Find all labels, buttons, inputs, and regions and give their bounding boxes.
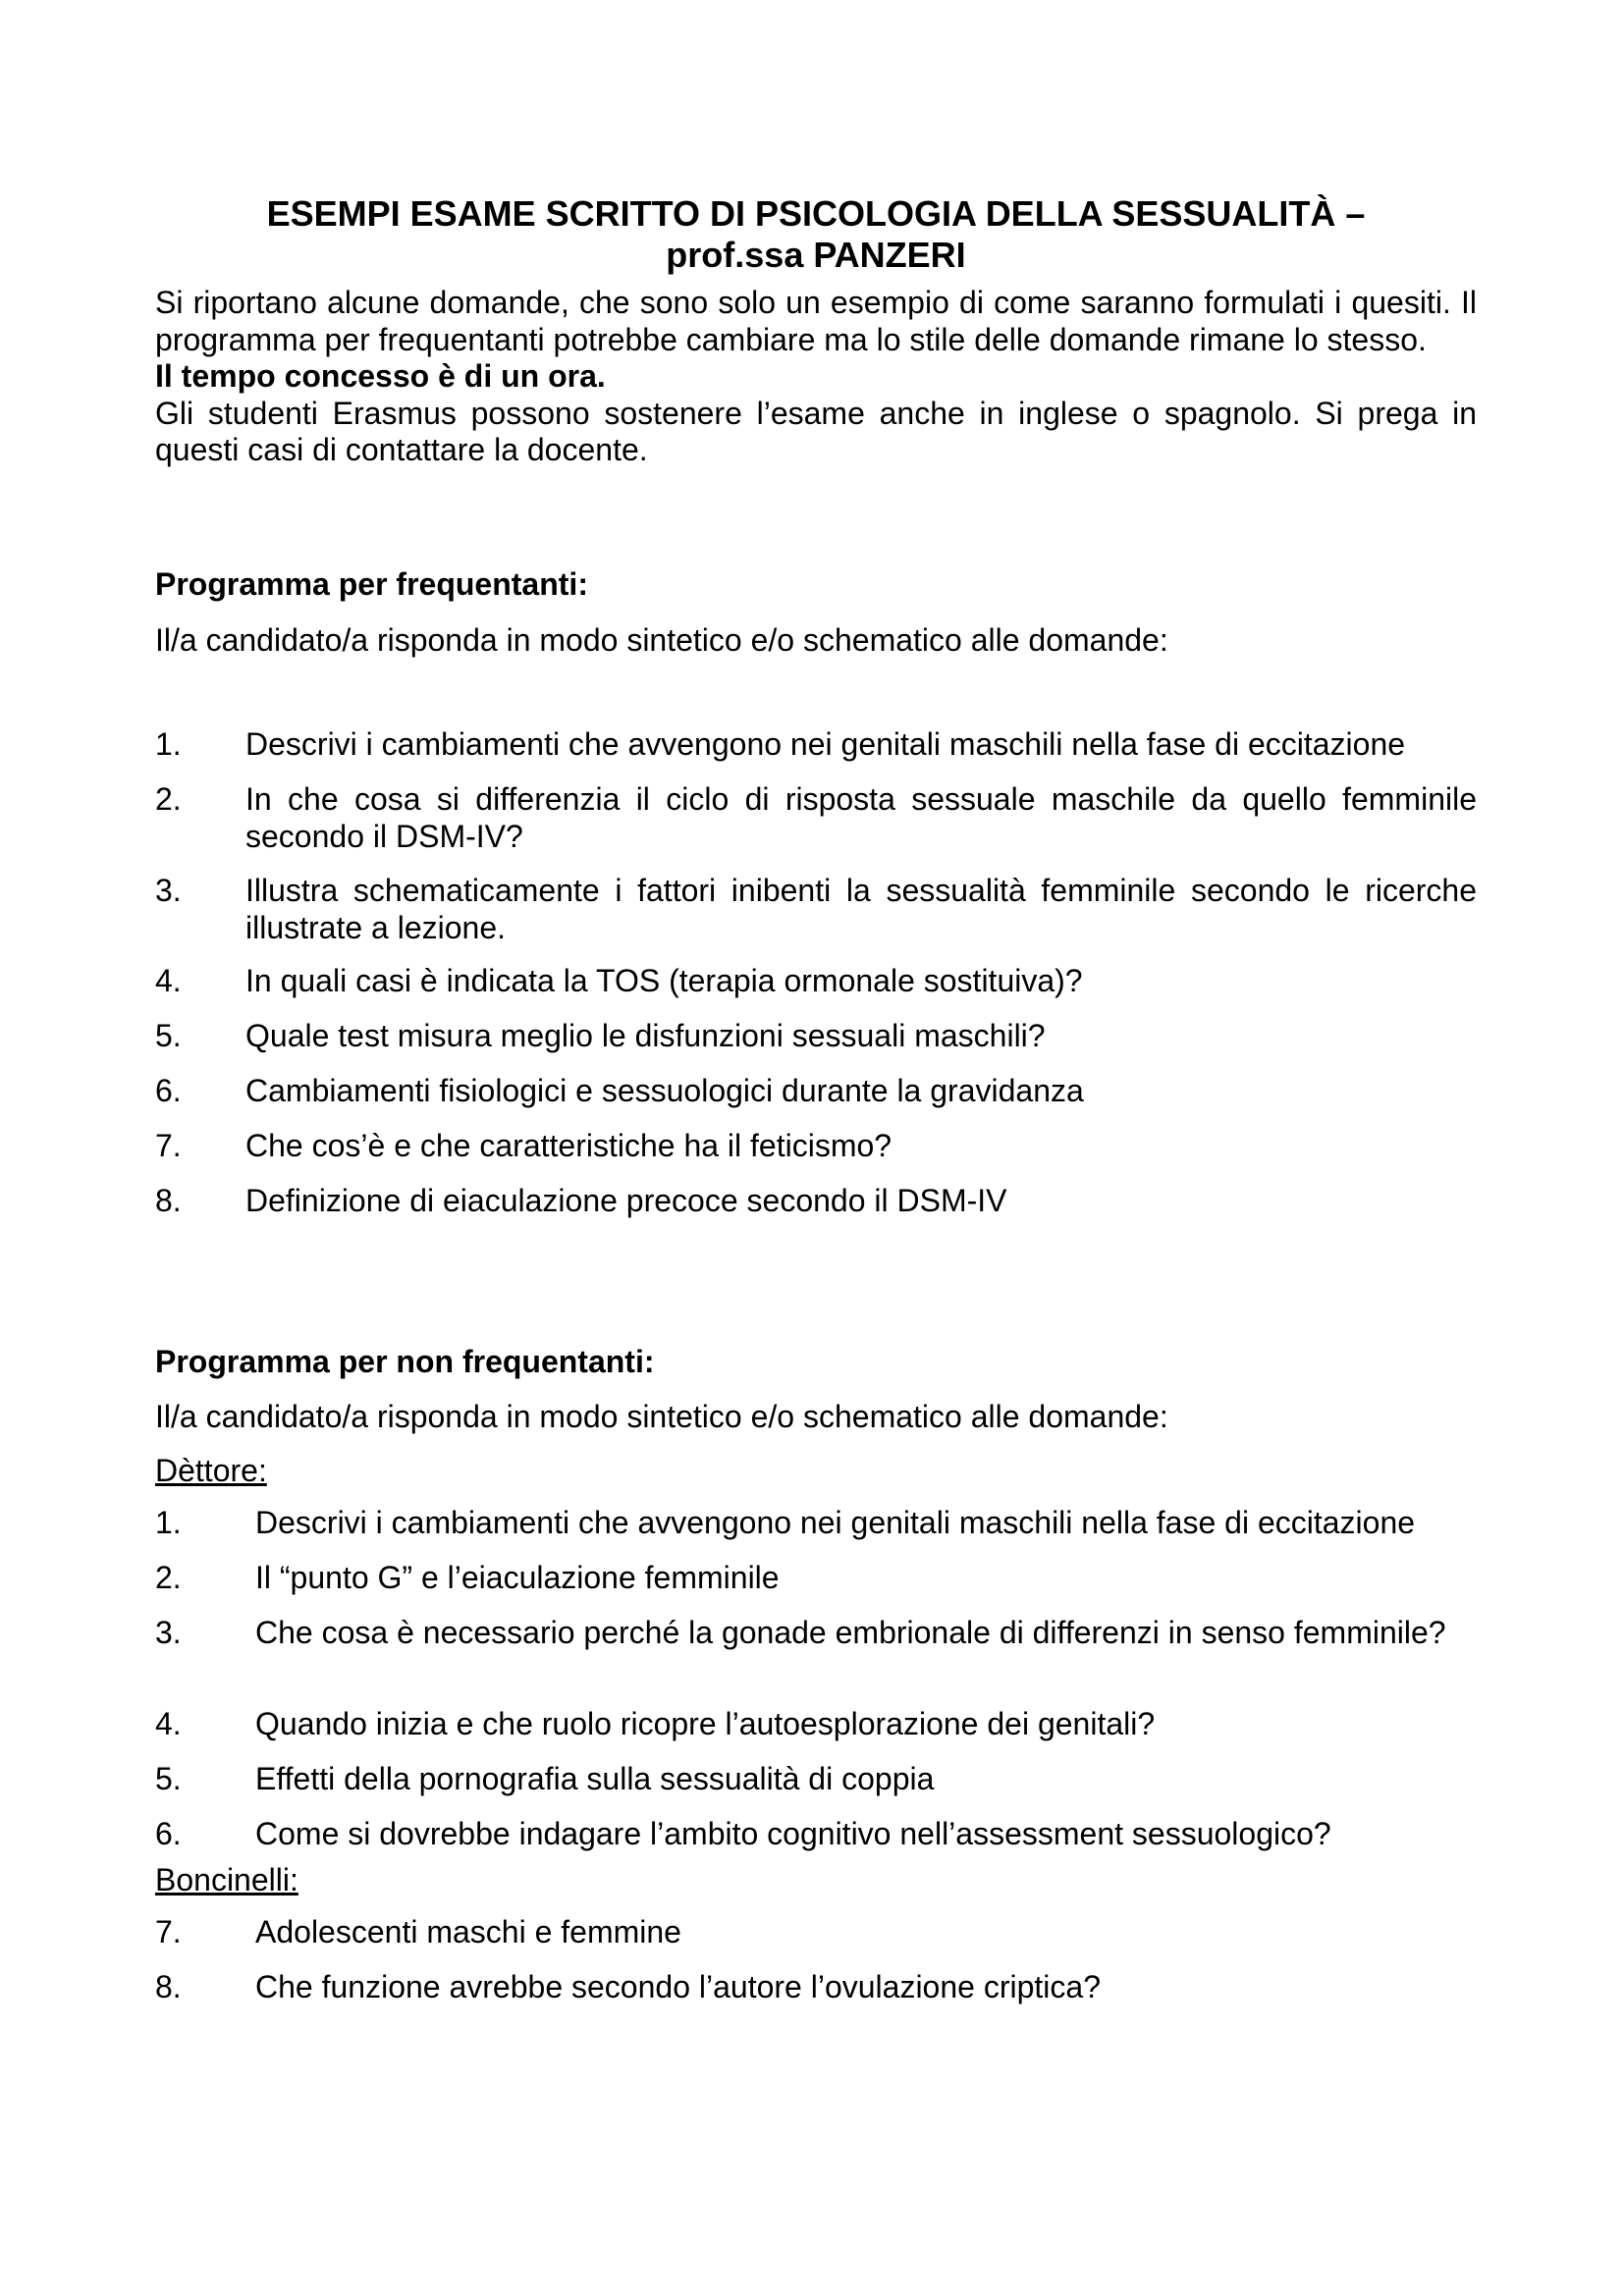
- question-number: 8.: [155, 1969, 182, 2004]
- question-number: 8.: [155, 1183, 182, 1218]
- question-item: [155, 1760, 1477, 1797]
- title-line-1: ESEMPI ESAME SCRITTO DI PSICOLOGIA DELLA SESSUALITÀ –: [266, 193, 1366, 234]
- intro-paragraph: Si riportano alcune domande, che sono solo un esempio di come saranno formulati i quesiti. Il programma per frequentanti potrebbe cambiare ma lo stile delle domande rimane lo stesso.: [155, 285, 1477, 357]
- question-item: [155, 780, 1477, 855]
- question-number: 6.: [155, 1816, 182, 1851]
- question-text: Adolescenti maschi e femmine: [255, 1914, 681, 1949]
- question-text: Che cosa è necessario perché la gonade embrionale di differenzi in senso femminile?: [255, 1615, 1446, 1650]
- question-number: 4.: [155, 963, 182, 998]
- title-line-2: prof.ssa PANZERI: [666, 235, 966, 275]
- question-number: 2.: [155, 1560, 182, 1595]
- question-number: 4.: [155, 1706, 182, 1741]
- question-item: [155, 725, 1477, 763]
- question-number: 1.: [155, 1505, 182, 1540]
- question-item: [155, 1559, 1477, 1596]
- question-text: Cambiamenti fisiologici e sessuologici durante la gravidanza: [245, 1073, 1084, 1108]
- question-text: Descrivi i cambiamenti che avvengono nei genitali maschili nella fase di eccitazione: [255, 1505, 1416, 1540]
- section-heading-frequentanti: Programma per frequentanti:: [155, 566, 588, 602]
- question-item: [155, 1913, 1477, 1950]
- question-item: [155, 1614, 1477, 1651]
- question-text: Quando inizia e che ruolo ricopre l’autoesplorazione dei genitali?: [255, 1706, 1156, 1741]
- question-item: [155, 1182, 1477, 1219]
- question-number: 1.: [155, 726, 182, 762]
- question-item: [155, 1815, 1477, 1852]
- intro-block: [155, 285, 1477, 469]
- question-text: Illustra schematicamente i fattori inibenti la sessualità femminile secondo le ricerche illustrate a lezione.: [245, 873, 1477, 945]
- question-number: 7.: [155, 1128, 182, 1163]
- question-item: [155, 1017, 1477, 1054]
- question-number: 3.: [155, 873, 182, 908]
- time-note: Il tempo concesso è di un ora.: [155, 358, 606, 394]
- question-text: Descrivi i cambiamenti che avvengono nei genitali maschili nella fase di eccitazione: [245, 726, 1406, 762]
- question-text: In che cosa si differenzia il ciclo di risposta sessuale maschile da quello femminile secondo il DSM-IV?: [245, 781, 1477, 854]
- question-number: 6.: [155, 1073, 182, 1108]
- instruction-frequentanti: Il/a candidato/a risponda in modo sintetico e/o schematico alle domande:: [155, 622, 1168, 658]
- question-item: [155, 1705, 1477, 1742]
- question-text: Quale test misura meglio le disfunzioni sessuali maschili?: [245, 1018, 1046, 1053]
- question-number: 5.: [155, 1761, 182, 1796]
- question-item: [155, 962, 1477, 999]
- question-text: In quali casi è indicata la TOS (terapia ormonale sostituiva)?: [245, 963, 1083, 998]
- question-number: 7.: [155, 1914, 182, 1949]
- question-text: Il “punto G” e l’eiaculazione femminile: [255, 1560, 780, 1595]
- question-text: Definizione di eiaculazione precoce secondo il DSM-IV: [245, 1183, 1007, 1218]
- question-item: [155, 872, 1477, 946]
- question-item: [155, 1127, 1477, 1164]
- page-title: [155, 193, 1477, 276]
- question-item: [155, 1072, 1477, 1109]
- section-heading-non-frequentanti: Programma per non frequentanti:: [155, 1344, 655, 1379]
- question-text: Effetti della pornografia sulla sessualità di coppia: [255, 1761, 935, 1796]
- question-number: 3.: [155, 1615, 182, 1650]
- erasmus-note: Gli studenti Erasmus possono sostenere l’esame anche in inglese o spagnolo. Si prega in questi casi di contattare la docente.: [155, 395, 1477, 467]
- question-item: [155, 1968, 1477, 2005]
- question-item: [155, 1504, 1477, 1541]
- question-text: Che funzione avrebbe secondo l’autore l’ovulazione criptica?: [255, 1969, 1101, 2004]
- question-text: Come si dovrebbe indagare l’ambito cognitivo nell’assessment sessuologico?: [255, 1816, 1331, 1851]
- question-number: 2.: [155, 781, 182, 817]
- author-label-boncinelli: Boncinelli:: [155, 1862, 298, 1897]
- question-number: 5.: [155, 1018, 182, 1053]
- instruction-non-frequentanti: Il/a candidato/a risponda in modo sintetico e/o schematico alle domande:: [155, 1399, 1168, 1434]
- question-text: Che cos’è e che caratteristiche ha il feticismo?: [245, 1128, 893, 1163]
- author-label-dettore: Dèttore:: [155, 1453, 267, 1488]
